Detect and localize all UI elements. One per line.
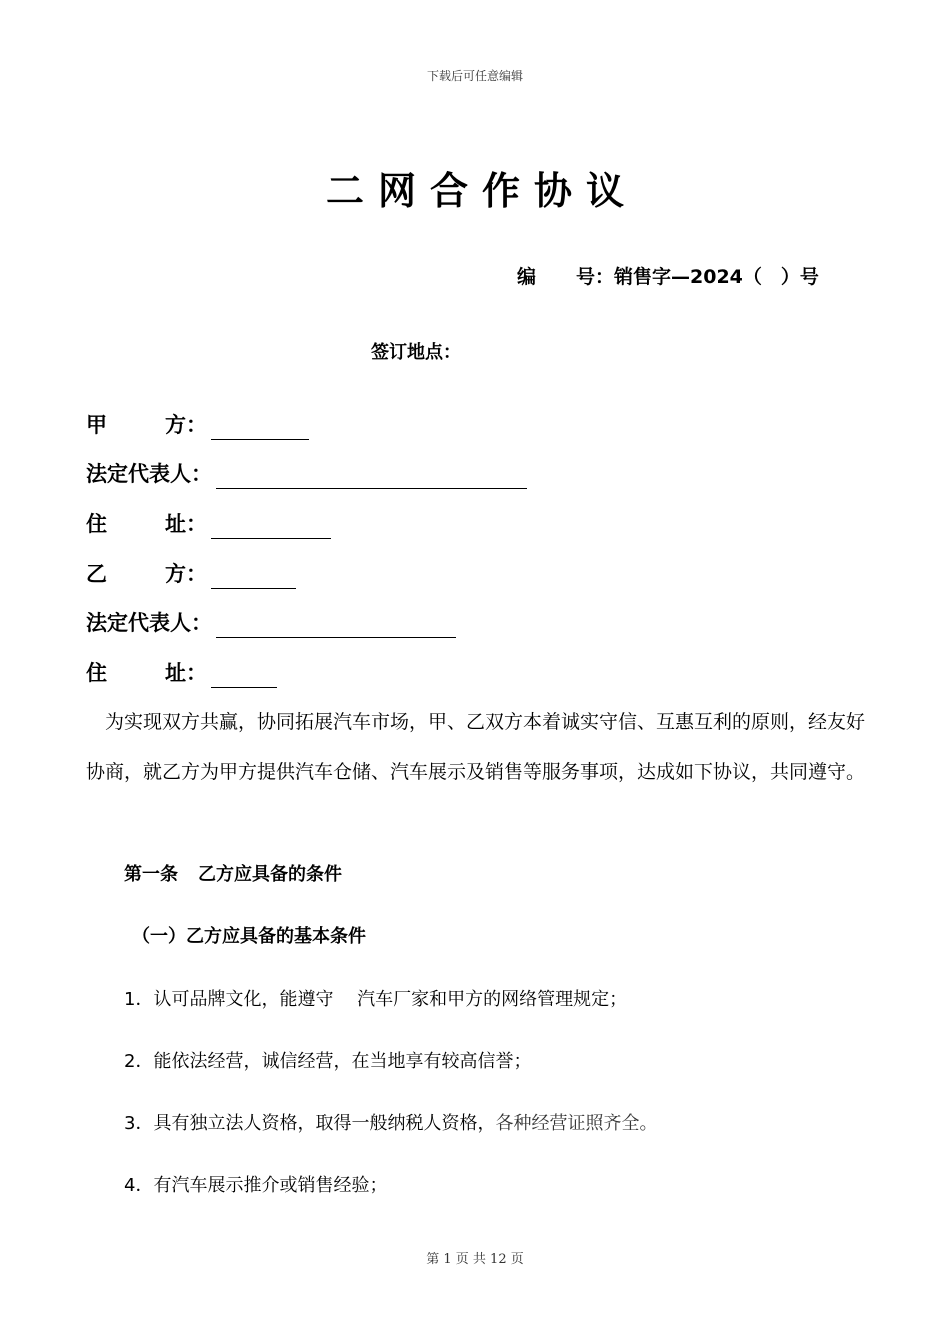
party-b-address-label-b: 址： — [165, 661, 207, 685]
party-a-address-row — [86, 509, 331, 539]
party-b-address-row — [86, 658, 277, 688]
intro-text: 为实现双方共赢，协同拓展汽车市场，甲、乙双方本着诚实守信、互惠互利的原则，经友好协商，就乙方为甲方提供汽车仓储、汽车展示及销售等服务事项，达成如下协议，共同遵守。 — [86, 711, 866, 783]
page-footer: 第 1 页 共 12 页 — [426, 1252, 524, 1267]
article-1-number: 第一条 — [124, 864, 178, 885]
party-a-address-label-a: 住 — [86, 512, 107, 536]
article-1-title: 乙方应具备的条件 — [198, 864, 342, 885]
list-item — [124, 985, 627, 1011]
sign-place-line: 签订地点： — [371, 342, 461, 363]
article-1-heading — [124, 860, 342, 886]
party-b-blank — [211, 564, 296, 589]
list-item — [124, 1109, 657, 1135]
party-a-rep-label: 法定代表人： — [86, 462, 212, 486]
party-b-label-b: 方： — [165, 562, 207, 586]
party-a-rep-blank — [216, 464, 527, 489]
party-b-address-blank — [211, 663, 277, 688]
item-3-extra: 各种经营证照齐全。 — [495, 1113, 658, 1134]
intro-paragraph — [86, 697, 866, 797]
list-item — [124, 1171, 387, 1197]
item-1-text: 1．认可品牌文化，能遵守 汽车厂家和甲方的网络管理规定； — [124, 989, 628, 1010]
party-a-label-a: 甲 — [86, 413, 107, 437]
document-title: 二网合作协议 — [325, 169, 638, 213]
party-a-blank — [211, 415, 309, 440]
item-3-text: 3．具有独立法人资格，取得一般纳税人资格， — [124, 1113, 496, 1134]
party-b-row — [86, 559, 296, 589]
contract-number-line — [517, 262, 819, 289]
party-b-rep-label: 法定代表人： — [86, 611, 212, 635]
list-item — [124, 1047, 531, 1073]
party-a-label-b: 方： — [165, 413, 207, 437]
party-a-address-blank — [211, 514, 331, 539]
party-a-rep-row — [86, 459, 527, 489]
party-b-label-a: 乙 — [86, 562, 107, 586]
number-label-a: 编 — [517, 266, 537, 288]
item-4-text: 4．有汽车展示推介或销售经验； — [124, 1175, 388, 1196]
number-label-b: 号：销售字—2024（ ）号 — [576, 266, 819, 288]
party-b-rep-row — [86, 608, 456, 638]
party-a-address-label-b: 址： — [165, 512, 207, 536]
item-2-text: 2．能依法经营，诚信经营，在当地享有较高信誉； — [124, 1051, 532, 1072]
subsection-1-heading: （一）乙方应具备的基本条件 — [132, 926, 366, 947]
party-a-row — [86, 410, 309, 440]
party-b-address-label-a: 住 — [86, 661, 107, 685]
header-note: 下载后可任意编辑 — [426, 69, 523, 83]
party-b-rep-blank — [216, 613, 456, 638]
